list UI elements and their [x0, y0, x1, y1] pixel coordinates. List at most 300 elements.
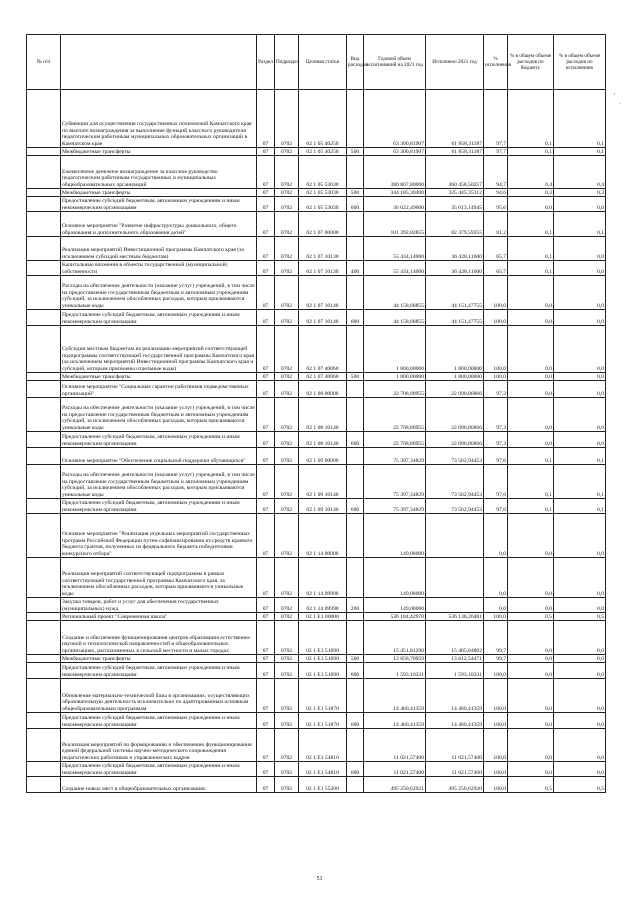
table-row	[27, 655, 606, 663]
cell-share-vol: 0,0	[508, 558, 554, 598]
cell-num	[27, 212, 61, 237]
cell-cs: 02 1 05 53030	[299, 197, 347, 212]
cell-vr	[347, 777, 364, 793]
cell-vr: 600	[347, 663, 364, 679]
table-row	[27, 398, 606, 432]
cell-podrazdel: 0702	[275, 598, 299, 613]
cell-pct: 100,0	[484, 729, 508, 762]
cell-share-vol: 0,1	[508, 261, 554, 276]
cell-cs: 02 1 05 53030	[299, 189, 347, 197]
cell-pct: 0,0	[484, 514, 508, 558]
cell-podrazdel: 0702	[275, 326, 299, 373]
cell-num	[27, 621, 61, 655]
cell-name: Реализация мероприятий соответствующей подпрограммы в рамках соответствующей государственной программы Камчатского края, за исключением обособленных расходов, которым присваиваются уникальные коды	[61, 558, 257, 598]
cell-share-vol: 0,1	[508, 148, 554, 156]
table-row	[27, 465, 606, 499]
table-row	[27, 558, 606, 598]
cell-plan: 149,00000	[364, 558, 426, 598]
cell-podrazdel: 0702	[275, 310, 299, 326]
cell-share-vol: 0,1	[508, 237, 554, 261]
cell-num	[27, 148, 61, 156]
cell-podrazdel: 0702	[275, 90, 299, 148]
cell-name: Предоставление субсидий бюджетным, автономным учреждениям и иным некоммерческим организациям	[61, 762, 257, 777]
cell-isp	[426, 598, 484, 613]
cell-num	[27, 777, 61, 793]
cell-plan: 380 807,80000	[364, 156, 426, 189]
cell-cs: 02 1 E1 54810	[299, 729, 347, 762]
cell-pct: 100,0	[484, 777, 508, 793]
cell-isp: 15 405,84802	[426, 621, 484, 655]
table-row	[27, 499, 606, 514]
cell-podrazdel: 0702	[275, 237, 299, 261]
cell-share-isp: 0,0	[554, 310, 606, 326]
cell-share-isp: 0,0	[554, 655, 606, 663]
cell-cs: 02 1 E1 51690	[299, 663, 347, 679]
cell-share-isp: 0,0	[554, 598, 606, 613]
cell-podrazdel: 0702	[275, 276, 299, 310]
cell-share-vol: 0,1	[508, 465, 554, 499]
cell-name: Основное мероприятие "Социальные гарантии работников подведомственных организаций"	[61, 381, 257, 398]
cell-pct: 97,3	[484, 432, 508, 448]
cell-share-vol: 0,0	[508, 663, 554, 679]
cell-pct: 100,0	[484, 679, 508, 713]
cell-share-isp: 0,1	[554, 465, 606, 499]
cell-isp: 35 013,14945	[426, 197, 484, 212]
table-row	[27, 762, 606, 777]
header-vr: Вид расходов	[347, 35, 364, 90]
cell-share-isp: 0,1	[554, 148, 606, 156]
cell-razdel: 07	[257, 663, 275, 679]
cell-podrazdel: 0702	[275, 655, 299, 663]
cell-pct: 100,0	[484, 373, 508, 381]
cell-name: Межбюджетные трансферты	[61, 655, 257, 663]
cell-vr: 600	[347, 762, 364, 777]
cell-share-vol: 0,0	[508, 679, 554, 713]
cell-num	[27, 655, 61, 663]
cell-share-vol: 0,0	[508, 373, 554, 381]
cell-plan: 44 158,68855	[364, 276, 426, 310]
cell-podrazdel: 0702	[275, 679, 299, 713]
header-share-isp: % в общем объеме расходов по исполнению	[554, 35, 606, 90]
cell-num	[27, 713, 61, 729]
cell-vr	[347, 679, 364, 713]
cell-razdel: 07	[257, 713, 275, 729]
cell-share-vol: 0,3	[508, 189, 554, 197]
cell-name: Предоставление субсидий бюджетным, автономным учреждениям и иным некоммерческим организациям	[61, 499, 257, 514]
table-row	[27, 90, 606, 148]
cell-num	[27, 197, 61, 212]
cell-share-isp: 0,4	[554, 156, 606, 189]
cell-isp: 11 021,57400	[426, 762, 484, 777]
cell-cs: 02 1 E1 51690	[299, 655, 347, 663]
cell-share-isp: 0,0	[554, 237, 606, 261]
cell-isp: 1 800,00000	[426, 326, 484, 373]
cell-isp	[426, 514, 484, 558]
cell-share-isp: 0,0	[554, 261, 606, 276]
cell-cs: 02 1 07 10140	[299, 310, 347, 326]
table-row	[27, 212, 606, 237]
cell-isp: 44 151,47755	[426, 276, 484, 310]
cell-razdel: 07	[257, 197, 275, 212]
table-row	[27, 679, 606, 713]
cell-podrazdel: 0702	[275, 465, 299, 499]
cell-share-vol: 0,0	[508, 598, 554, 613]
cell-cs: 02 1 07 10130	[299, 237, 347, 261]
cell-num	[27, 558, 61, 598]
cell-share-isp: 0,0	[554, 197, 606, 212]
cell-razdel: 07	[257, 499, 275, 514]
cell-share-isp: 0,0	[554, 621, 606, 655]
cell-pct: 100,0	[484, 310, 508, 326]
cell-cs: 02 1 08 00000	[299, 381, 347, 398]
cell-pct: 97,6	[484, 465, 508, 499]
cell-vr	[347, 729, 364, 762]
cell-name: Региональный проект "Современная школа"	[61, 613, 257, 621]
cell-num	[27, 598, 61, 613]
cell-name: Основное мероприятие "Развитие инфраструктуры дошкольного, общего образования и дополнительного образования детей"	[61, 212, 257, 237]
table-row	[27, 326, 606, 373]
cell-vr: 500	[347, 655, 364, 663]
cell-pct: 97,6	[484, 448, 508, 465]
cell-name: Предоставление субсидий бюджетным, автономным учреждениям и иным некоммерческим организациям	[61, 432, 257, 448]
cell-share-vol: 0,1	[508, 448, 554, 465]
cell-plan: 22 708,88955	[364, 432, 426, 448]
cell-cs: 02 1 14 09990	[299, 598, 347, 613]
cell-share-isp: 0,0	[554, 729, 606, 762]
cell-razdel: 07	[257, 655, 275, 663]
cell-podrazdel: 0702	[275, 613, 299, 621]
cell-num	[27, 156, 61, 189]
header-cs: Целевая статья	[299, 35, 347, 90]
cell-num	[27, 381, 61, 398]
cell-isp: 73 562,94453	[426, 465, 484, 499]
cell-razdel: 07	[257, 558, 275, 598]
cell-razdel: 07	[257, 679, 275, 713]
cell-name: Создание и обеспечение функционирования центров образования естественно-научной и технологической направленностей в общеобразовательных организациях, расположенных в сельской местности и малых городах	[61, 621, 257, 655]
cell-isp: 536 138,26481	[426, 613, 484, 621]
cell-cs: 02 1 E1 51870	[299, 679, 347, 713]
cell-podrazdel: 0702	[275, 729, 299, 762]
cell-num	[27, 237, 61, 261]
cell-pct: 100,0	[484, 326, 508, 373]
cell-plan: 1 800,00000	[364, 373, 426, 381]
cell-share-vol: 0,0	[508, 432, 554, 448]
cell-podrazdel: 0702	[275, 148, 299, 156]
cell-name: Ежемесячное денежное вознаграждение за классное руководство педагогическим работникам государственных и муниципальных общеобразовательных организаций	[61, 156, 257, 189]
table-row	[27, 156, 606, 189]
cell-share-isp: 0,0	[554, 373, 606, 381]
cell-name: Межбюджетные трансферты	[61, 148, 257, 156]
cell-cs: 02 1 E1 00000	[299, 613, 347, 621]
cell-razdel: 07	[257, 621, 275, 655]
cell-podrazdel: 0702	[275, 777, 299, 793]
cell-share-isp: 0,1	[554, 212, 606, 237]
cell-name: Закупка товаров, работ и услуг для обеспечения государственных (муниципальных) нужд	[61, 598, 257, 613]
cell-num	[27, 276, 61, 310]
cell-vr	[347, 448, 364, 465]
cell-vr	[347, 398, 364, 432]
cell-vr	[347, 212, 364, 237]
cell-cs: 02 1 E1 51690	[299, 621, 347, 655]
cell-razdel: 07	[257, 729, 275, 762]
cell-razdel: 07	[257, 212, 275, 237]
cell-share-vol: 0,0	[508, 655, 554, 663]
cell-isp: 61 858,31187	[426, 90, 484, 148]
cell-isp: 11 021,57400	[426, 729, 484, 762]
cell-plan: 75 397,34829	[364, 465, 426, 499]
cell-name: Предоставление субсидий бюджетным, автономным учреждениям и иным некоммерческим организациям	[61, 663, 257, 679]
cell-share-vol: 0,1	[508, 499, 554, 514]
cell-cs: 02 1 05 53030	[299, 156, 347, 189]
cell-isp: 36 428,11600	[426, 261, 484, 276]
cell-pct: 100,0	[484, 663, 508, 679]
cell-pct: 100,0	[484, 762, 508, 777]
cell-name: Межбюджетные трансферты	[61, 373, 257, 381]
cell-share-vol: 0,5	[508, 613, 554, 621]
cell-isp	[426, 558, 484, 598]
margin-mark: '	[614, 92, 616, 100]
cell-num	[27, 90, 61, 148]
cell-share-vol: 0,0	[508, 621, 554, 655]
cell-num	[27, 729, 61, 762]
cell-vr: 600	[347, 432, 364, 448]
cell-name: Расходы на обеспечение деятельности (оказание услуг) учреждений, в том числе на предоставление государственным бюджетным и автономным учреждениям субсидий, за исключением обособленных расходов, которым присваиваются уникальные коды	[61, 276, 257, 310]
cell-pct: 99,7	[484, 655, 508, 663]
cell-name: Предоставление субсидий бюджетным, автономным учреждениям и иным некоммерческим организациям	[61, 713, 257, 729]
cell-cs: 02 1 09 00000	[299, 448, 347, 465]
cell-isp: 325 445,35312	[426, 189, 484, 197]
cell-razdel: 07	[257, 381, 275, 398]
cell-name: Основное мероприятие "Реализация отдельных мероприятий государственных программ Российской Федерации путем софинансирования из средств краевого бюджета грантов, полученных из федерального бюджета победителями конкурсного отбора"	[61, 514, 257, 558]
cell-razdel: 07	[257, 762, 275, 777]
header-plan: Годовой объем ассигнований на 2021 год	[364, 35, 426, 90]
cell-plan: 75 397,34829	[364, 499, 426, 514]
cell-isp: 61 858,31187	[426, 148, 484, 156]
cell-share-isp: 0,0	[554, 663, 606, 679]
table-row	[27, 729, 606, 762]
cell-razdel: 07	[257, 237, 275, 261]
cell-share-isp: 0,0	[554, 326, 606, 373]
cell-pct: 97,3	[484, 381, 508, 398]
cell-podrazdel: 0702	[275, 432, 299, 448]
cell-pct: 0,0	[484, 598, 508, 613]
cell-vr: 600	[347, 197, 364, 212]
cell-podrazdel: 0702	[275, 558, 299, 598]
cell-plan: 14 460,41359	[364, 713, 426, 729]
cell-plan: 495 250,62921	[364, 777, 426, 793]
cell-podrazdel: 0702	[275, 448, 299, 465]
cell-plan: 11 021,57400	[364, 729, 426, 762]
cell-name: Предоставление субсидий бюджетным, автономным учреждениям и иным некоммерческим организациям	[61, 197, 257, 212]
cell-isp: 22 090,86866	[426, 398, 484, 432]
cell-vr	[347, 156, 364, 189]
cell-share-vol: 0,0	[508, 276, 554, 310]
cell-podrazdel: 0702	[275, 398, 299, 432]
cell-plan: 36 622,49600	[364, 197, 426, 212]
cell-isp: 495 250,62920	[426, 777, 484, 793]
budget-table	[26, 34, 606, 793]
cell-share-isp: 0,0	[554, 432, 606, 448]
cell-vr: 500	[347, 373, 364, 381]
cell-name: Субвенции для осуществления государственных полномочий Камчатского края по выплате вознаграждения за выполнение функций классного руководителя педагогическим работникам муниципальных образовательных организаций в Камчатском крае	[61, 90, 257, 148]
cell-share-isp: 0,1	[554, 448, 606, 465]
cell-num	[27, 326, 61, 373]
cell-vr	[347, 237, 364, 261]
cell-vr	[347, 276, 364, 310]
table-row	[27, 777, 606, 793]
table-row	[27, 148, 606, 156]
cell-plan: 55 434,14000	[364, 261, 426, 276]
cell-podrazdel: 0702	[275, 663, 299, 679]
cell-vr	[347, 514, 364, 558]
cell-vr: 200	[347, 598, 364, 613]
cell-num	[27, 679, 61, 713]
cell-isp: 22 090,86866	[426, 381, 484, 398]
cell-cs: 02 1 07 10140	[299, 276, 347, 310]
cell-razdel: 07	[257, 156, 275, 189]
cell-name: Реализация мероприятий по формированию и обеспечению функционирования единой федеральной системы научно-методического сопровождения педагогических работников и управленческих кадров	[61, 729, 257, 762]
cell-num	[27, 398, 61, 432]
header-num: № п/п	[27, 35, 61, 90]
cell-razdel: 07	[257, 514, 275, 558]
cell-num	[27, 663, 61, 679]
cell-plan: 22 708,88955	[364, 381, 426, 398]
cell-vr	[347, 326, 364, 373]
table-row	[27, 237, 606, 261]
cell-razdel: 07	[257, 148, 275, 156]
cell-cs: 02 1 05 40250	[299, 148, 347, 156]
cell-plan: 1 800,00000	[364, 326, 426, 373]
cell-plan: 44 158,68855	[364, 310, 426, 326]
cell-share-isp: 0,3	[554, 189, 606, 197]
cell-razdel: 07	[257, 373, 275, 381]
cell-name: Расходы на обеспечение деятельности (оказание услуг) учреждений, в том числе на предоставление государственным бюджетным и автономным учреждениям субсидий, за исключением обособленных расходов, которым присваиваются уникальные коды	[61, 465, 257, 499]
cell-razdel: 07	[257, 598, 275, 613]
cell-razdel: 07	[257, 189, 275, 197]
cell-isp: 360 458,50257	[426, 156, 484, 189]
table-row	[27, 432, 606, 448]
cell-pct: 95,6	[484, 197, 508, 212]
cell-share-vol: 0,0	[508, 310, 554, 326]
cell-isp: 36 428,11600	[426, 237, 484, 261]
cell-vr: 500	[347, 148, 364, 156]
cell-name: Основное мероприятие "Обеспечение социальной поддержки обучающихся"	[61, 448, 257, 465]
cell-cs: 02 1 E1 51870	[299, 713, 347, 729]
cell-share-isp: 0,0	[554, 381, 606, 398]
cell-num	[27, 514, 61, 558]
cell-name: Реализация мероприятий Инвестиционной программы Камчатского края (за исключением субсидий местным бюджетам)	[61, 237, 257, 261]
cell-cs: 02 1 07 00000	[299, 212, 347, 237]
cell-name: Капитальные вложения в объекты государственной (муниципальной) собственности	[61, 261, 257, 276]
cell-cs: 02 1 E1 55200	[299, 777, 347, 793]
cell-share-vol: 0,0	[508, 326, 554, 373]
cell-plan: 63 300,81907	[364, 90, 426, 148]
cell-share-vol: 0,4	[508, 156, 554, 189]
cell-cs: 02 1 05 40250	[299, 90, 347, 148]
cell-num	[27, 310, 61, 326]
header-podrazdel: Подраздел	[275, 35, 299, 90]
cell-num	[27, 448, 61, 465]
cell-share-vol: 0,0	[508, 381, 554, 398]
cell-pct: 97,7	[484, 148, 508, 156]
cell-podrazdel: 0702	[275, 514, 299, 558]
table-row	[27, 197, 606, 212]
cell-vr: 600	[347, 713, 364, 729]
cell-cs: 02 1 09 10140	[299, 499, 347, 514]
cell-name: Предоставление субсидий бюджетным, автономным учреждениям и иным некоммерческим организациям	[61, 310, 257, 326]
cell-share-isp: 0,0	[554, 276, 606, 310]
header-pct: % исполнения	[484, 35, 508, 90]
cell-share-isp: 0,1	[554, 90, 606, 148]
cell-share-isp: 0,0	[554, 762, 606, 777]
table-header-row	[27, 35, 606, 90]
cell-isp: 1 800,00000	[426, 373, 484, 381]
cell-share-isp: 0,5	[554, 777, 606, 793]
table-body	[27, 90, 606, 793]
cell-share-vol: 0,0	[508, 729, 554, 762]
cell-razdel: 07	[257, 276, 275, 310]
cell-pct: 99,7	[484, 621, 508, 655]
cell-pct: 94,6	[484, 189, 508, 197]
cell-share-vol: 0,0	[508, 514, 554, 558]
cell-vr	[347, 381, 364, 398]
cell-num	[27, 373, 61, 381]
cell-vr	[347, 558, 364, 598]
cell-plan: 22 708,88955	[364, 398, 426, 432]
cell-plan: 13 858,70959	[364, 655, 426, 663]
cell-plan: 15 451,81290	[364, 621, 426, 655]
cell-plan: 1 593,10331	[364, 663, 426, 679]
cell-num	[27, 499, 61, 514]
cell-name: Создание новых мест в общеобразовательных организациях	[61, 777, 257, 793]
cell-vr: 500	[347, 189, 364, 197]
cell-name: Субсидии местным бюджетам на реализацию мероприятий соответствующей подпрограммы соответствующей государственной программы Камчатского края (за исключением мероприятий Инвестиционной программы Камчатского края и субсидий, которым присвоены отдельные коды)	[61, 326, 257, 373]
cell-share-vol: 0,0	[508, 713, 554, 729]
cell-plan: 14 460,41359	[364, 679, 426, 713]
cell-podrazdel: 0702	[275, 499, 299, 514]
cell-cs: 02 1 09 10140	[299, 465, 347, 499]
cell-share-isp: 0,0	[554, 679, 606, 713]
cell-vr: 600	[347, 310, 364, 326]
cell-plan: 149,00000	[364, 598, 426, 613]
cell-podrazdel: 0702	[275, 156, 299, 189]
cell-num	[27, 465, 61, 499]
cell-name: Обновление материально-технической базы в организациях, осуществляющих образовательную деятельность исключительно по адаптированным основным общеобразовательным программам	[61, 679, 257, 713]
table-row	[27, 621, 606, 655]
cell-cs: 02 1 08 10140	[299, 432, 347, 448]
cell-share-vol: 0,0	[508, 398, 554, 432]
cell-vr: 400	[347, 261, 364, 276]
cell-share-vol: 0,1	[508, 90, 554, 148]
cell-podrazdel: 0702	[275, 373, 299, 381]
cell-razdel: 07	[257, 398, 275, 432]
cell-num	[27, 189, 61, 197]
cell-pct: 65,7	[484, 237, 508, 261]
cell-isp: 1 593,10331	[426, 663, 484, 679]
table-row	[27, 373, 606, 381]
cell-num	[27, 261, 61, 276]
header-name	[61, 35, 257, 90]
cell-plan: 149,00000	[364, 514, 426, 558]
cell-cs: 02 1 07 40060	[299, 373, 347, 381]
cell-isp: 73 562,94453	[426, 448, 484, 465]
cell-razdel: 07	[257, 261, 275, 276]
cell-pct: 65,7	[484, 261, 508, 276]
cell-share-vol: 0,0	[508, 762, 554, 777]
cell-cs: 02 1 07 40060	[299, 326, 347, 373]
cell-pct: 100,0	[484, 713, 508, 729]
cell-pct: 97,6	[484, 499, 508, 514]
